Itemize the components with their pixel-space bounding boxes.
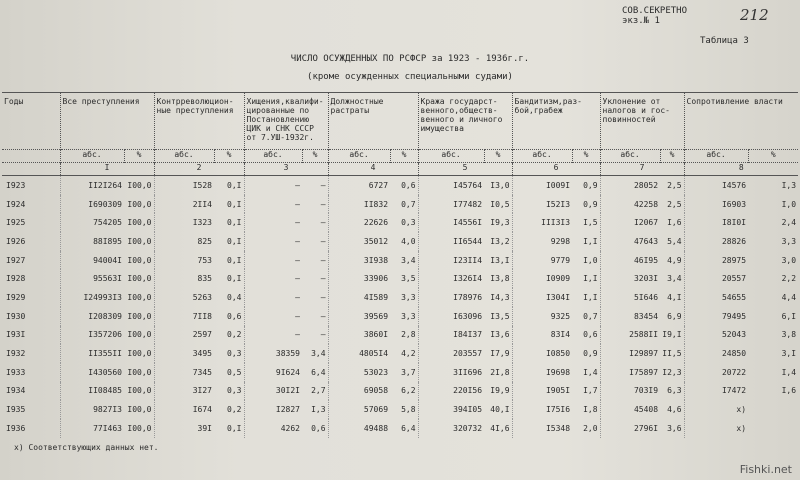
column-number: 2: [154, 163, 244, 176]
value-cell: I4,3: [490, 292, 510, 302]
value-cell: 3,5: [401, 274, 416, 284]
value-cell: –: [320, 218, 326, 228]
value-cell: I29897: [600, 344, 660, 363]
value-cell: I00,0: [127, 236, 152, 246]
value-cell: 3,4: [667, 274, 682, 284]
value-cell: 46I95: [600, 251, 660, 270]
value-cell: I,0: [583, 255, 598, 265]
value-cell: I,0: [781, 199, 797, 209]
value-cell: 42258: [600, 195, 660, 214]
value-cell: 0,4: [227, 292, 242, 302]
value-cell: 38359: [244, 344, 302, 363]
value-cell: 3860I: [328, 326, 390, 345]
value-cell: 2,5: [667, 199, 682, 209]
value-cell: –: [320, 180, 326, 190]
document-title: ЧИСЛО ОСУЖДЕННЫХ ПО РСФСР за 1923 - 1936г.г.: [290, 54, 530, 64]
value-cell: 3,I: [781, 349, 797, 359]
column-header: Бандитизм,раз-бой,грабеж: [512, 93, 600, 150]
table-row: [2, 232, 798, 251]
value-cell: 88I895: [60, 232, 124, 251]
value-cell: 40,I: [490, 405, 510, 415]
value-cell: [748, 400, 798, 419]
value-cell: I3,2: [490, 236, 510, 246]
value-cell: I9,3: [490, 218, 510, 228]
value-cell: I3,6: [490, 330, 510, 340]
value-cell: 45408: [600, 400, 660, 419]
value-cell: 4I,6: [490, 423, 510, 433]
value-cell: 2,0: [583, 423, 598, 433]
value-cell: I,4: [781, 367, 797, 377]
value-cell: 3,3: [401, 292, 416, 302]
value-cell: I84I37: [418, 326, 484, 345]
watermark: Fishki.net: [739, 463, 792, 476]
table-row: [2, 176, 798, 195]
value-cell: 4,9: [667, 255, 682, 265]
value-cell: –: [244, 326, 302, 345]
value-cell: 3203I: [600, 269, 660, 288]
subheader-empty: [2, 150, 60, 163]
value-cell: 69058: [328, 382, 390, 401]
value-cell: I,3: [781, 180, 797, 190]
value-cell: 39569: [328, 307, 390, 326]
value-cell: 3,0: [781, 255, 797, 265]
value-cell: I8I0I: [684, 213, 748, 232]
value-cell: 825: [154, 232, 214, 251]
value-cell: 0,6: [311, 423, 326, 433]
value-cell: 220I56: [418, 382, 484, 401]
value-cell: 28826: [684, 232, 748, 251]
value-cell: 0,2: [227, 405, 242, 415]
value-cell: I45764: [418, 176, 484, 195]
year-cell: I932: [6, 349, 26, 359]
table-label: Таблица 3: [700, 36, 749, 46]
table-row: [2, 251, 798, 270]
value-cell: I00,0: [127, 180, 152, 190]
value-cell: I00,0: [127, 292, 152, 302]
value-cell: 20557: [684, 269, 748, 288]
value-cell: I00,0: [127, 423, 152, 433]
stamp-line-1: СОВ.СЕКРЕТНО: [622, 6, 688, 16]
year-cell: I936: [6, 423, 26, 433]
value-cell: 3,3: [781, 236, 797, 246]
column-header: Кража государст-венного,обществ-венного и личного имущества: [418, 93, 512, 150]
handwritten-page-number: 212: [740, 6, 769, 24]
column-header: Контрреволюцион-ные преступления: [154, 93, 244, 150]
value-cell: 6727: [328, 176, 390, 195]
value-cell: I,6: [667, 218, 682, 228]
column-number: 8: [684, 163, 798, 176]
year-cell: I929: [6, 292, 26, 302]
value-cell: 9I624: [244, 363, 302, 382]
value-cell: I,I: [583, 236, 598, 246]
value-cell: I208309: [60, 307, 124, 326]
column-number: I: [60, 163, 154, 176]
value-cell: I,3: [311, 405, 326, 415]
value-cell: 0,7: [401, 199, 416, 209]
value-cell: I905I: [512, 382, 572, 401]
year-cell: I927: [6, 255, 26, 265]
value-cell: I00,0: [127, 311, 152, 321]
value-cell: x): [684, 400, 748, 419]
value-cell: I0909: [512, 269, 572, 288]
value-cell: I9,I: [662, 330, 682, 340]
value-cell: I3,5: [490, 311, 510, 321]
value-cell: I430560: [60, 363, 124, 382]
value-cell: 320732: [418, 419, 484, 438]
subheader-pct: %: [572, 150, 600, 163]
value-cell: 95563I: [60, 269, 124, 288]
value-cell: 6,4: [401, 423, 416, 433]
value-cell: 0,6: [583, 330, 598, 340]
value-cell: 0,7: [583, 311, 598, 321]
value-cell: I3,8: [490, 274, 510, 284]
value-cell: 0,5: [227, 367, 242, 377]
value-cell: 0,I: [227, 199, 242, 209]
value-cell: 3,3: [401, 311, 416, 321]
table-row: [2, 195, 798, 214]
subheader-abs: абс.: [244, 150, 302, 163]
value-cell: I,8: [583, 405, 598, 415]
value-cell: 2,7: [311, 386, 326, 396]
value-cell: I00,0: [127, 330, 152, 340]
value-cell: 6,4: [311, 367, 326, 377]
value-cell: 0,3: [227, 386, 242, 396]
subheader-abs: абс.: [328, 150, 390, 163]
value-cell: I304I: [512, 288, 572, 307]
value-cell: 6,3: [667, 386, 682, 396]
value-cell: 5263: [154, 288, 214, 307]
value-cell: I2067: [600, 213, 660, 232]
table-row: [2, 326, 798, 345]
value-cell: 2,5: [667, 180, 682, 190]
value-cell: 30I2I: [244, 382, 302, 401]
year-cell: I923: [6, 180, 26, 190]
subheader-abs: абс.: [684, 150, 748, 163]
stamp-line-2: экз.№ 1: [622, 16, 660, 26]
value-cell: 7345: [154, 363, 214, 382]
value-cell: I528: [154, 176, 214, 195]
table-row: [2, 382, 798, 401]
value-cell: 2,2: [781, 274, 797, 284]
value-cell: I326I4: [418, 269, 484, 288]
value-cell: 9779: [512, 251, 572, 270]
value-cell: II,5: [662, 349, 682, 359]
subheader-abs: абс.: [154, 150, 214, 163]
value-cell: I5348: [512, 419, 572, 438]
value-cell: II355II: [60, 344, 124, 363]
value-cell: 79495: [684, 307, 748, 326]
value-cell: I009I: [512, 176, 572, 195]
value-cell: 83I4: [512, 326, 572, 345]
table-row: [2, 363, 798, 382]
value-cell: 2597: [154, 326, 214, 345]
value-cell: 6,I: [781, 311, 797, 321]
value-cell: 5I646: [600, 288, 660, 307]
year-cell: I930: [6, 311, 26, 321]
value-cell: I00,0: [127, 218, 152, 228]
value-cell: 52043: [684, 326, 748, 345]
value-cell: [748, 419, 798, 438]
value-cell: 33906: [328, 269, 390, 288]
value-cell: 53023: [328, 363, 390, 382]
value-cell: 2,8: [401, 330, 416, 340]
subheader-abs: абс.: [418, 150, 484, 163]
subheader-abs: абс.: [600, 150, 660, 163]
value-cell: 3,6: [667, 423, 682, 433]
value-cell: 835: [154, 269, 214, 288]
value-cell: 0,9: [583, 180, 598, 190]
subheader-pct: %: [748, 150, 798, 163]
value-cell: 754205: [60, 213, 124, 232]
value-cell: 203557: [418, 344, 484, 363]
value-cell: I7,9: [490, 349, 510, 359]
value-cell: 3,7: [401, 367, 416, 377]
column-header: Сопротивление власти: [684, 93, 798, 150]
value-cell: 28052: [600, 176, 660, 195]
subheader-pct: %: [302, 150, 328, 163]
table-row: [2, 213, 798, 232]
value-cell: –: [320, 311, 326, 321]
value-cell: 28975: [684, 251, 748, 270]
value-cell: I23II4: [418, 251, 484, 270]
value-cell: II832: [328, 195, 390, 214]
year-cell: I93I: [6, 330, 26, 340]
value-cell: 4262: [244, 419, 302, 438]
value-cell: 0,9: [583, 349, 598, 359]
value-cell: I,6: [781, 386, 797, 396]
value-cell: –: [244, 232, 302, 251]
year-cell: I935: [6, 405, 26, 415]
value-cell: 0,6: [401, 180, 416, 190]
value-cell: 6,2: [401, 386, 416, 396]
value-cell: I00,0: [127, 405, 152, 415]
value-cell: I2827: [244, 400, 302, 419]
table-row: [2, 269, 798, 288]
value-cell: I357206: [60, 326, 124, 345]
column-number: 4: [328, 163, 418, 176]
value-cell: –: [244, 251, 302, 270]
convictions-table: [2, 92, 798, 438]
value-cell: 57069: [328, 400, 390, 419]
value-cell: x): [684, 419, 748, 438]
column-number: 3: [244, 163, 328, 176]
value-cell: I,5: [583, 218, 598, 228]
column-header: Хищения,квалифи-цированные по Постановлению ЦИК и СНК СССР от 7.УШ-1932г.: [244, 93, 328, 150]
column-number: 6: [512, 163, 600, 176]
value-cell: I3,0: [490, 180, 510, 190]
value-cell: I77482: [418, 195, 484, 214]
column-number-empty: [2, 163, 60, 176]
table-row: [2, 307, 798, 326]
year-cell: I928: [6, 274, 26, 284]
value-cell: 4,I: [667, 292, 682, 302]
value-cell: I,I: [583, 292, 598, 302]
value-cell: –: [244, 176, 302, 195]
year-cell: I925: [6, 218, 26, 228]
column-header: Должностные растраты: [328, 93, 418, 150]
value-cell: III3I3: [512, 213, 572, 232]
value-cell: 3,8: [781, 330, 797, 340]
value-cell: I00,0: [127, 274, 152, 284]
value-cell: 703I9: [600, 382, 660, 401]
value-cell: 3II696: [418, 363, 484, 382]
value-cell: 0,I: [227, 218, 242, 228]
value-cell: 0,9: [583, 199, 598, 209]
value-cell: I24993I3: [60, 288, 124, 307]
value-cell: 24850: [684, 344, 748, 363]
value-cell: 2,4: [781, 218, 797, 228]
table-row: [2, 400, 798, 419]
value-cell: I00,0: [127, 386, 152, 396]
value-cell: I2,3: [662, 367, 682, 377]
value-cell: –: [244, 213, 302, 232]
value-cell: 0,3: [401, 218, 416, 228]
value-cell: I00,0: [127, 199, 152, 209]
value-cell: I4576: [684, 176, 748, 195]
value-cell: 9827I3: [60, 400, 124, 419]
value-cell: I7472: [684, 382, 748, 401]
value-cell: –: [320, 255, 326, 265]
value-cell: 2588II: [600, 326, 660, 345]
value-cell: 39I: [154, 419, 214, 438]
value-cell: –: [244, 288, 302, 307]
value-cell: 0,3: [227, 349, 242, 359]
value-cell: 2I,8: [490, 367, 510, 377]
value-cell: –: [320, 292, 326, 302]
value-cell: 753: [154, 251, 214, 270]
value-cell: 4,6: [667, 405, 682, 415]
value-cell: I75I6: [512, 400, 572, 419]
value-cell: –: [320, 330, 326, 340]
value-cell: 2II4: [154, 195, 214, 214]
year-cell: I933: [6, 367, 26, 377]
value-cell: 20722: [684, 363, 748, 382]
value-cell: 0,6: [227, 311, 242, 321]
value-cell: I,4: [583, 367, 598, 377]
value-cell: I75897: [600, 363, 660, 382]
value-cell: I9,9: [490, 386, 510, 396]
value-cell: 35012: [328, 232, 390, 251]
value-cell: 3,4: [401, 255, 416, 265]
value-cell: II6544: [418, 232, 484, 251]
document-subtitle: (кроме осужденных специальными судами): [307, 72, 513, 82]
value-cell: I0850: [512, 344, 572, 363]
value-cell: 3I938: [328, 251, 390, 270]
value-cell: 0,2: [227, 330, 242, 340]
column-header: Годы: [2, 93, 60, 150]
value-cell: 22626: [328, 213, 390, 232]
value-cell: 9298: [512, 232, 572, 251]
value-cell: 4I589: [328, 288, 390, 307]
column-number: 5: [418, 163, 512, 176]
value-cell: 0,I: [227, 274, 242, 284]
value-cell: 47643: [600, 232, 660, 251]
value-cell: –: [244, 269, 302, 288]
table-row: [2, 288, 798, 307]
value-cell: 4,4: [781, 292, 797, 302]
value-cell: 4805I4: [328, 344, 390, 363]
value-cell: II08485: [60, 382, 124, 401]
value-cell: 6,9: [667, 311, 682, 321]
value-cell: I690309: [60, 195, 124, 214]
value-cell: I6903: [684, 195, 748, 214]
value-cell: –: [320, 236, 326, 246]
value-cell: 49488: [328, 419, 390, 438]
value-cell: I0,5: [490, 199, 510, 209]
value-cell: 9325: [512, 307, 572, 326]
value-cell: I3,I: [490, 255, 510, 265]
value-cell: 4,0: [401, 236, 416, 246]
footnote: x) Соответствующих данных нет.: [14, 443, 159, 452]
value-cell: 3I27: [154, 382, 214, 401]
value-cell: 2796I: [600, 419, 660, 438]
value-cell: 4,2: [401, 349, 416, 359]
value-cell: 5,8: [401, 405, 416, 415]
year-cell: I924: [6, 199, 26, 209]
value-cell: I00,0: [127, 255, 152, 265]
subheader-abs: абс.: [512, 150, 572, 163]
value-cell: 0,I: [227, 236, 242, 246]
subheader-pct: %: [214, 150, 244, 163]
column-header: Все преступления: [60, 93, 154, 150]
value-cell: –: [320, 199, 326, 209]
column-number: 7: [600, 163, 684, 176]
value-cell: 394I05: [418, 400, 484, 419]
table-row: [2, 419, 798, 438]
value-cell: I63096: [418, 307, 484, 326]
value-cell: I4556I: [418, 213, 484, 232]
value-cell: 7II8: [154, 307, 214, 326]
secrecy-stamp: [622, 6, 687, 26]
subheader-abs: абс.: [60, 150, 124, 163]
subheader-pct: %: [660, 150, 684, 163]
value-cell: I9698: [512, 363, 572, 382]
value-cell: I323: [154, 213, 214, 232]
year-cell: I934: [6, 386, 26, 396]
year-cell: I926: [6, 236, 26, 246]
value-cell: I00,0: [127, 367, 152, 377]
value-cell: I52I3: [512, 195, 572, 214]
value-cell: I674: [154, 400, 214, 419]
value-cell: –: [320, 274, 326, 284]
subheader-pct: %: [390, 150, 418, 163]
column-header: Уклонение от налогов и гос-повинностей: [600, 93, 684, 150]
subheader-pct: %: [484, 150, 512, 163]
value-cell: 54655: [684, 288, 748, 307]
value-cell: –: [244, 307, 302, 326]
value-cell: 94004I: [60, 251, 124, 270]
value-cell: 0,I: [227, 255, 242, 265]
value-cell: II2I264: [60, 176, 124, 195]
value-cell: 77I463: [60, 419, 124, 438]
value-cell: I00,0: [127, 349, 152, 359]
value-cell: 0,I: [227, 423, 242, 433]
value-cell: I,7: [583, 386, 598, 396]
value-cell: 3495: [154, 344, 214, 363]
value-cell: I,I: [583, 274, 598, 284]
value-cell: 83454: [600, 307, 660, 326]
value-cell: I78976: [418, 288, 484, 307]
value-cell: 0,I: [227, 180, 242, 190]
value-cell: –: [244, 195, 302, 214]
subheader-pct: %: [124, 150, 154, 163]
table-row: [2, 344, 798, 363]
value-cell: 5,4: [667, 236, 682, 246]
value-cell: 3,4: [311, 349, 326, 359]
